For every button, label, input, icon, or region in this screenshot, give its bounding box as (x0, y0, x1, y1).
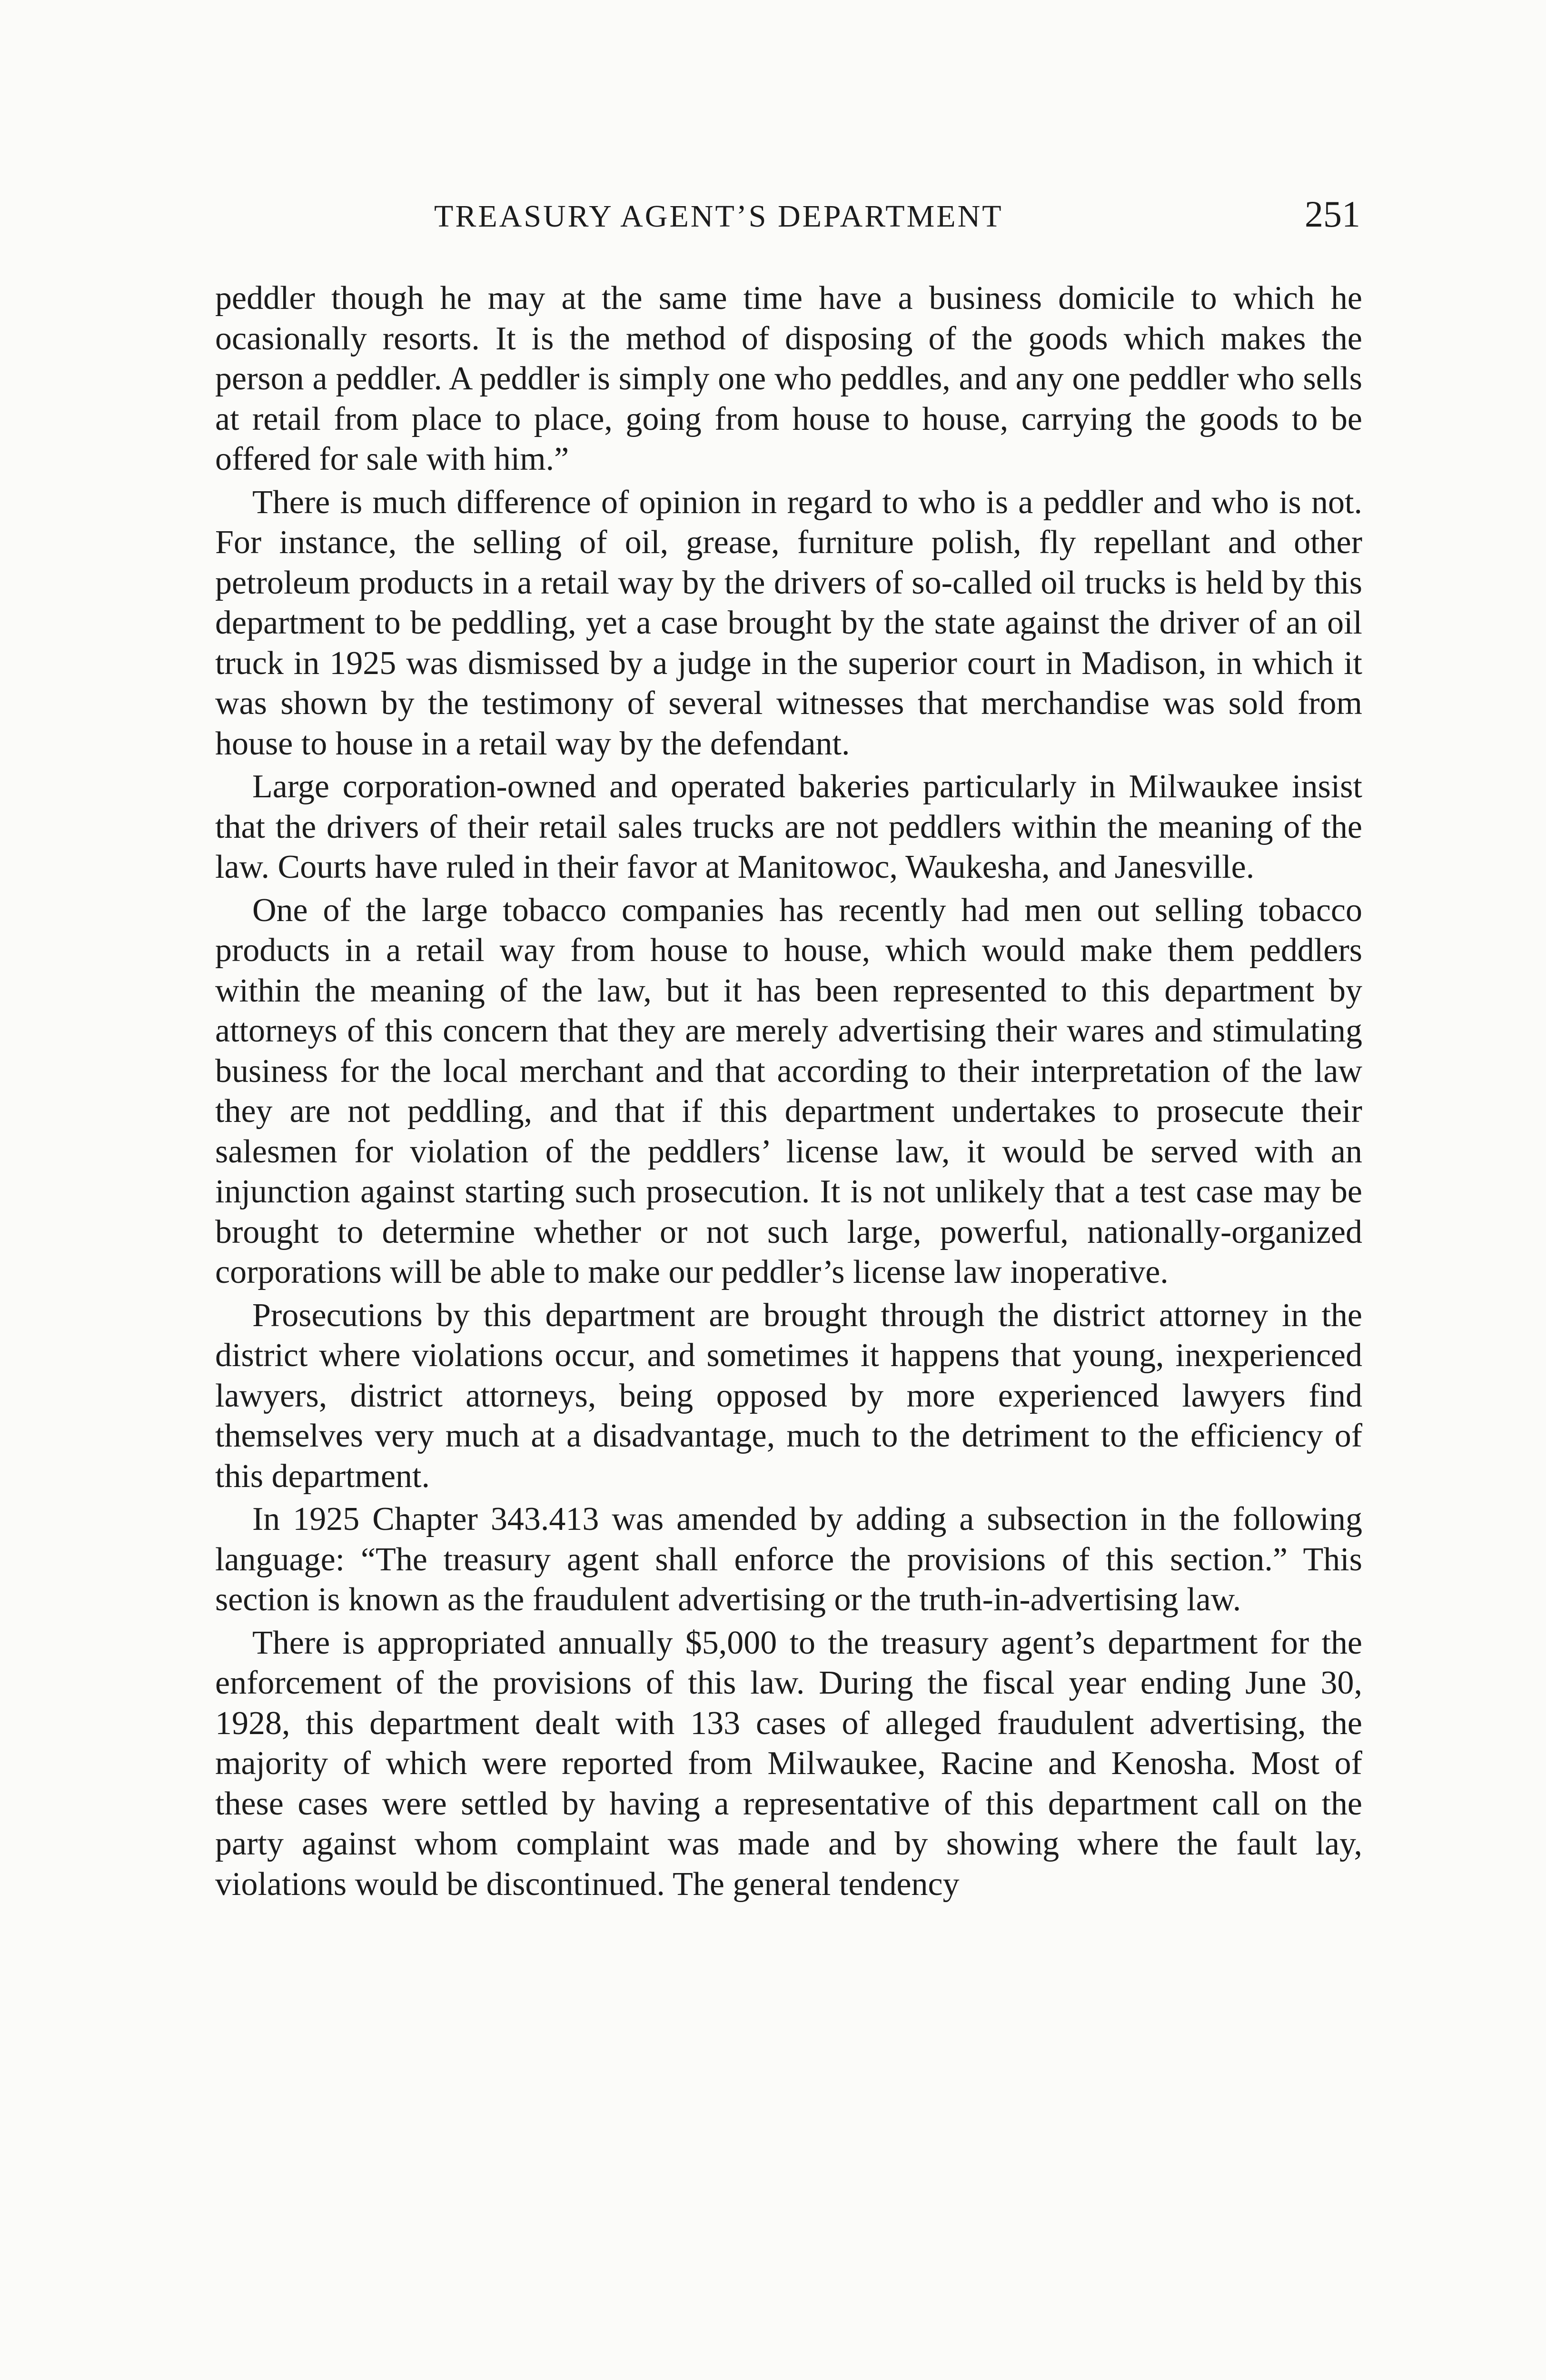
paragraph-prosecutions: Prosecutions by this department are brought through the district attorney in the district where violations occur, and sometimes it happens that young, inexperienced lawyers, district attorneys, being opposed by more experienced lawyers find themselves very much at a disadvantage, much to the detriment to the efficiency of this department. (215, 1297, 1362, 1495)
page-title: TREASURY AGENT’S DEPARTMENT (434, 199, 1003, 234)
paragraph-appropriation: There is appropriated annually $5,000 to the treasury agent’s department for the enforcement of the provisions of this law. During the fiscal year ending June 30, 1928, this department dealt with 133 cases of alleged fraudulent advertising, the majority of which were reported from Milwaukee, Racine and Kenosha. Most of these cases were settled by having a representative of this department call on the party against whom complaint was made and by showing where the fault lay, violations would be discontinued. The general tendency (215, 1624, 1362, 1903)
page-number: 251 (1305, 193, 1360, 235)
paragraph-tobacco: One of the large tobacco companies has recently had men out selling tobacco products in a retail way from house to house, which would make them peddlers within the meaning of the law, but it has been represented to this department by attorneys of this concern that they are merely advertising their wares and stimulating business for the local merchant and that according to their interpretation of the law they are not peddling, and that if this department undertakes to prosecute their salesmen for violation of the peddlers’ license law, it would be served with an injunction against starting such prosecution. It is not unlikely that a test case may be brought to determine whether or not such large, powerful, nationally-organized corporations will be able to make our peddler’s license law inoperative. (215, 892, 1362, 1290)
paragraph-peddler-opinion: There is much difference of opinion in regard to who is a peddler and who is not. For instance, the selling of oil, grease, furniture polish, fly repellant and other petroleum products in a retail way by the drivers of so-called oil trucks is held by this department to be peddling, yet a case brought by the state against the driver of an oil truck in 1925 was dismissed by a judge in the superior court in Madison, in which it was shown by the testimony of several witnesses that merchandise was sold from house to house in a retail way by the defendant. (215, 484, 1362, 762)
body-text (215, 278, 1362, 1907)
running-head (215, 193, 1362, 245)
paragraph-continuation: peddler though he may at the same time have a business domicile to which he ocasionally resorts. It is the method of disposing of the goods which makes the person a peddler. A peddler is simply one who peddles, and any one peddler who sells at retail from place to place, going from house to house, carrying the goods to be offered for sale with him.” (215, 280, 1362, 477)
paragraph-bakeries: Large corporation-owned and operated bakeries particularly in Milwaukee insist that the drivers of their retail sales trucks are not peddlers within the meaning of the law. Courts have ruled in their favor at Manitowoc, Waukesha, and Janesville. (215, 768, 1362, 885)
paragraph-chapter-amendment: In 1925 Chapter 343.413 was amended by adding a subsection in the following language: “The treasury agent shall enforce the provisions of this section.” This section is known as the fraudulent advertising or the truth-in-advertising law. (215, 1501, 1362, 1618)
